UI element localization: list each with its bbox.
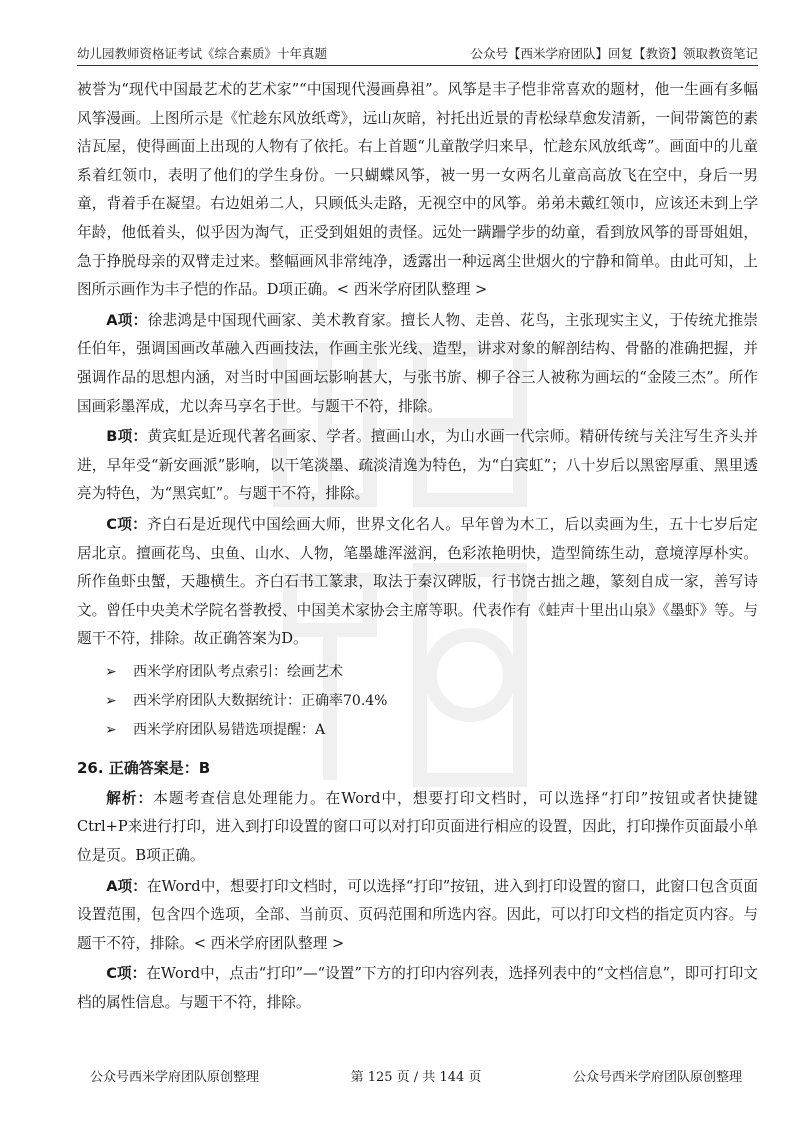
analysis-text: 本题考查信息处理能力。在Word中，想要打印文档时，可以选择“打印”按钮或者快捷键Ctrl+P来进行打印，进入到打印设置的窗口可以对打印页面进行相应的设置，因此，打印操作页面最小单位是页。B项正确。: [77, 789, 758, 865]
header-promo: 公众号【西米学府团队】回复【教资】领取教资笔记: [470, 46, 758, 61]
intro-text: 被誉为“现代中国最艺术的艺术家”“中国现代漫画鼻祖”。风筝是丰子恺非常喜欢的题材，他一生画有多幅风筝漫画。上图所示是《忙趁东风放纸鸢》，远山灰暗，衬托出近景的青松绿草愈发清新，一间带篱笆的素洁瓦屋，使得画面上出现的人物有了依托。右上首题“儿童散学归来早，忙趁东风放纸鸢”。画面中的儿童系着红领巾，表明了他们的学生身份。一只蝴蝶风筝，被一男一女两名儿童高高放飞在空中，身后一男童，背着手在凝望。右边姐弟二人，只顾低头走路，无视空中的风筝。弟弟未戴红领巾，应该还未到上学年龄，他低着头，似乎因为淘气，正受到姐姐的责怪。远处一蹒跚学步的幼童，看到放风筝的哥哥姐姐，急于挣脱母亲的双臂走过来。整幅画风非常纯净，透露出一种远离尘世烟火的宁静和简单。由此可知，上图所示画作为丰子恺的作品。D项正确。< 西米学府团队整理 >: [77, 81, 758, 299]
q26-option-c-label: C项：: [106, 965, 147, 983]
option-a-paragraph: [77, 307, 758, 421]
option-b-paragraph: [77, 423, 758, 509]
question-heading: 26. 正确答案是：B: [77, 758, 211, 777]
arrow-bullet-icon: ➢: [105, 663, 117, 680]
summary-bullets: [77, 658, 758, 745]
arrow-bullet-icon: ➢: [105, 692, 117, 709]
intro-paragraph: [77, 76, 758, 305]
q26-option-c-paragraph: [77, 960, 758, 1017]
page-content: [77, 76, 758, 1020]
q26-option-c-text: 在Word中，点击“打印”—“设置”下方的打印内容列表，选择列表中的“文档信息”，即可打印文档的属性信息。与题干不符，排除。: [77, 965, 758, 1012]
list-item: ➢ 西米学府团队大数据统计：正确率70.4%: [105, 687, 758, 716]
option-b-text: 黄宾虹是近现代著名画家、学者。擅画山水，为山水画一代宗师。精研传统与关注写生齐头并进，早年受“新安画派”影响，以干笔淡墨、疏淡清逸为特色，为“白宾虹”；八十岁后以黑密厚重、黑里透亮为特色，为“黑宾虹”。与题干不符，排除。: [77, 428, 758, 503]
q26-option-a-paragraph: [77, 873, 758, 959]
list-item: ➢ 西米学府团队易错选项提醒：A: [105, 716, 758, 745]
option-c-label: C项：: [106, 515, 148, 533]
q26-option-a-text: 在Word中，想要打印文档时，可以选择“打印”按钮，进入到打印设置的窗口，此窗口包含页面设置范围，包含四个选项，全部、当前页、页码范围和所选内容。因此，可以打印文档的指定页内容。与题干不符，排除。< 西米学府团队整理 >: [77, 877, 758, 952]
option-a-label: A项：: [106, 311, 148, 329]
analysis-label: 解析：: [106, 789, 154, 807]
page-footer: [90, 1066, 742, 1085]
q26-option-a-label: A项：: [106, 877, 147, 895]
option-b-label: B项：: [106, 428, 148, 446]
option-c-paragraph: [77, 511, 758, 654]
page-number: 第 125 页 / 共 144 页: [350, 1070, 482, 1085]
option-c-text: 齐白石是近现代中国绘画大师，世界文化名人。早年曾为木工，后以卖画为生，五十七岁后定居北京。擅画花鸟、虫鱼、山水、人物，笔墨雄浑滋润，色彩浓艳明快，造型简练生动，意境淳厚朴实。所作鱼虾虫蟹，天趣横生。齐白石书工篆隶，取法于秦汉碑版，行书饶古拙之趣，篆刻自成一家，善写诗文。曾任中央美术学院名誉教授、中国美术家协会主席等职。代表作有《蛙声十里出山泉》《墨虾》等。与题干不符，排除。故正确答案为D。: [77, 515, 758, 648]
arrow-bullet-icon: ➢: [105, 721, 117, 738]
page-header: [77, 40, 758, 66]
analysis-paragraph: [77, 785, 758, 871]
list-item: ➢ 西米学府团队考点索引：绘画艺术: [105, 658, 758, 687]
header-title: 幼儿园教师资格证考试《综合素质》十年真题: [77, 46, 328, 61]
footer-right: 公众号西米学府团队原创整理: [572, 1070, 742, 1085]
option-a-text: 徐悲鸿是中国现代画家、美术教育家。擅长人物、走兽、花鸟，主张现实主义，于传统尤推崇任伯年，强调国画改革融入西画技法，作画主张光线、造型，讲求对象的解剖结构、骨骼的准确把握，并强调作品的思想内涵，对当时中国画坛影响甚大，与张书旂、柳子谷三人被称为画坛的“金陵三杰”。所作国画彩墨浑成，尤以奔马享名于世。与题干不符，排除。: [77, 311, 758, 415]
footer-left: 公众号西米学府团队原创整理: [90, 1070, 260, 1085]
